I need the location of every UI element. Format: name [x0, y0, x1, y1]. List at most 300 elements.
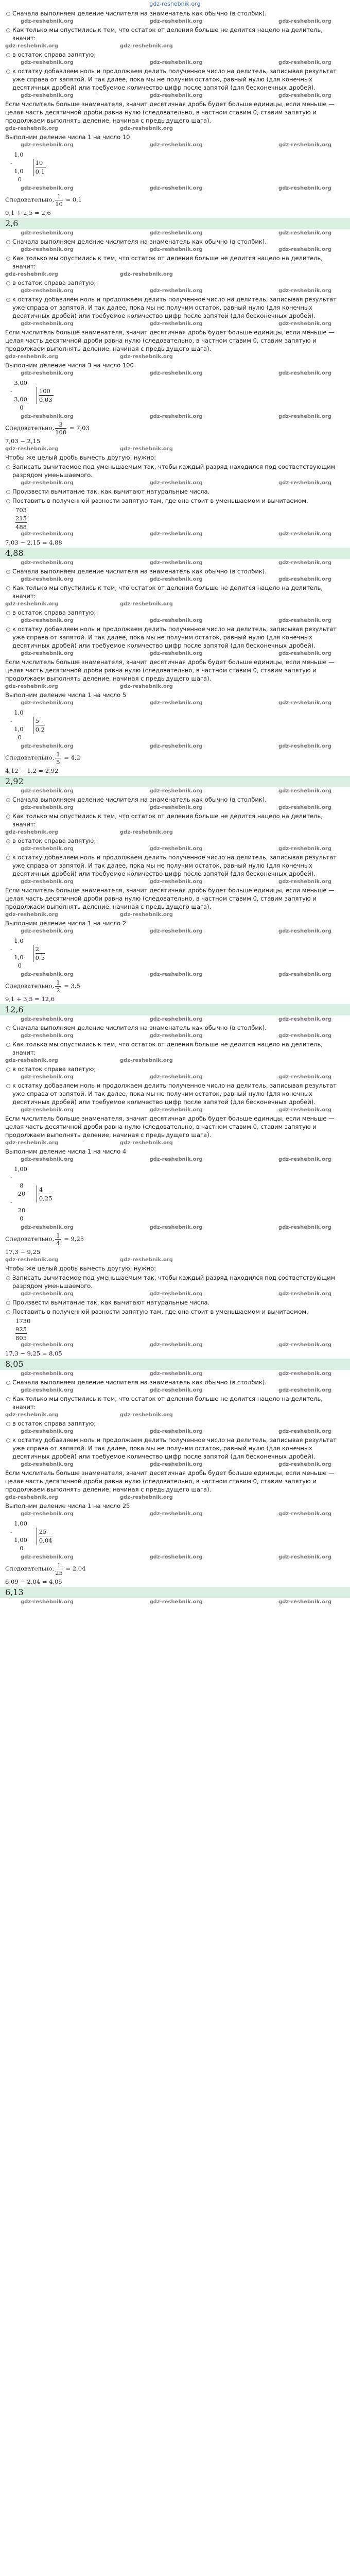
column-subtraction: [15, 506, 347, 531]
division-result: [37, 387, 54, 404]
step-bullet: в остаток справа запятую;: [5, 1419, 347, 1428]
solution-block: [5, 567, 347, 794]
solution-block: [5, 1024, 347, 1377]
watermark-text: gdz-reshebnik.org: [119, 354, 173, 360]
fraction: [55, 193, 63, 208]
watermark-text: gdz-reshebnik.org: [278, 560, 331, 566]
watermark-text: gdz-reshebnik.org: [5, 1140, 58, 1146]
watermark-row: [5, 370, 347, 377]
quotient: 0,5: [35, 954, 45, 961]
watermark-text: gdz-reshebnik.org: [149, 414, 203, 419]
step-bullet: Поставить в полученной разности запятую там, где она стоит в уменьшаемом и вычитаемом.: [5, 497, 347, 505]
result-label: Следовательно,: [5, 424, 55, 432]
division-result: [33, 159, 46, 176]
watermark-row: [5, 1291, 347, 1297]
watermark-row: [5, 601, 347, 607]
watermark-text: gdz-reshebnik.org: [278, 142, 331, 148]
watermark-text: gdz-reshebnik.org: [21, 1291, 74, 1297]
denominator: 10: [55, 200, 63, 208]
division-line: 3,00: [10, 379, 27, 386]
step-bullet: Как только мы опустились к тем, что остаток от деления больше не делится нацело на делитель, значит:: [5, 1040, 347, 1057]
watermark-row: [5, 1371, 347, 1377]
watermark-row: [5, 1342, 347, 1348]
watermark-row: [5, 272, 347, 278]
division-steps: [10, 1165, 27, 1223]
watermark-row: [5, 1412, 347, 1418]
watermark-text: gdz-reshebnik.org: [278, 1291, 331, 1297]
solution-block: [5, 238, 347, 566]
quotient: 0,1: [35, 167, 45, 175]
watermark-row: [5, 879, 347, 885]
step-bullet: Сначала выполняем деление числителя на знаменатель как обычно (в столбик).: [5, 795, 347, 804]
step-text: Если числитель больше знаменателя, значит десятичная дробь будет больше единицы, если меньше — целая часть десятичной дроби равна нулю (следовательно, в частном ставим 0, ставим запятую и продолжаем выполнять деление, начиная с предыдущего шага).: [5, 1469, 335, 1493]
watermark-text: gdz-reshebnik.org: [278, 879, 331, 885]
step-bullet: Записать вычитаемое под уменьшаемым так, чтобы каждый разряд находился под соответствующим разрядом уменьшаемого.: [5, 1274, 347, 1290]
subtraction-line: 925: [15, 1326, 27, 1333]
watermark-text: gdz-reshebnik.org: [278, 1371, 331, 1377]
watermark-text: gdz-reshebnik.org: [5, 1412, 58, 1418]
watermark-row: [5, 1257, 347, 1263]
watermark-text: gdz-reshebnik.org: [119, 601, 173, 607]
step-text: Если числитель больше знаменателя, значит десятичная дробь будет больше единицы, если меньше — целая часть десятичной дроби равна нулю (следовательно, в частном ставим 0, ставим запятую и продолжаем выполнять деление, начиная с предыдущего шага).: [5, 329, 335, 352]
watermark-text: gdz-reshebnik.org: [278, 1429, 331, 1434]
watermark-row: [5, 531, 347, 537]
fraction: [55, 421, 66, 436]
fraction: [55, 1562, 63, 1577]
watermark-text: gdz-reshebnik.org: [278, 1074, 331, 1080]
watermark-text: gdz-reshebnik.org: [21, 651, 74, 656]
watermark-text: gdz-reshebnik.org: [21, 1016, 74, 1022]
watermark-text: gdz-reshebnik.org: [278, 247, 331, 252]
long-division: [10, 1165, 347, 1223]
watermark-text: gdz-reshebnik.org: [149, 60, 203, 65]
watermark-row: [5, 1554, 347, 1561]
step-bullet: Как только мы опустились к тем, что остаток от деления больше не делится нацело на делитель, значит:: [5, 1395, 347, 1411]
equals-sign: =: [62, 754, 71, 761]
watermark-text: gdz-reshebnik.org: [149, 93, 203, 98]
division-line: -: [10, 945, 12, 953]
quotient: 0,03: [39, 396, 52, 403]
numerator: 1: [55, 1562, 63, 1569]
watermark-row: [5, 1225, 347, 1231]
division-steps: [10, 379, 27, 412]
long-division: [10, 379, 347, 412]
watermark-text: gdz-reshebnik.org: [149, 1107, 203, 1113]
watermark-row: [5, 142, 347, 148]
watermark-text: gdz-reshebnik.org: [119, 1495, 173, 1500]
watermark-row: [5, 1495, 347, 1501]
watermark-text: gdz-reshebnik.org: [21, 805, 74, 810]
watermark-text: gdz-reshebnik.org: [149, 288, 203, 294]
watermark-text: gdz-reshebnik.org: [119, 1412, 173, 1418]
watermark-text: gdz-reshebnik.org: [278, 700, 331, 706]
step-bullet: в остаток справа запятую;: [5, 837, 347, 845]
calculation: 6,09 − 2,04 = 4,05: [5, 1578, 62, 1585]
watermark-row: [5, 700, 347, 706]
watermark-row: [5, 829, 347, 836]
division-line: -: [10, 387, 12, 395]
step-bullet: в остаток справа запятую;: [5, 279, 347, 287]
watermark-row: [5, 1462, 347, 1468]
result-line: [5, 193, 347, 208]
watermark-row: [5, 972, 347, 978]
step-bullet: Как только мы опустились к тем, что остаток от деления больше не делится нацело на делитель, значит:: [5, 26, 347, 42]
watermark-text: gdz-reshebnik.org: [278, 1599, 331, 1605]
watermark-text: gdz-reshebnik.org: [278, 414, 331, 419]
watermark-row: [5, 846, 347, 852]
step-bullet: к остатку добавляем ноль и продолжаем делить полученное число на делитель, записывая результат уже справа от запятой. И так далее, пока мы не получим остаток, равный нулю (для конечных десятичных дробей) или требуемое количество цифр после запятой (для бесконечных дробей).: [5, 853, 347, 878]
watermark-text: gdz-reshebnik.org: [119, 684, 173, 689]
watermark-row: [5, 1140, 347, 1146]
step-text: Выполним деление числа 1 на число 25: [5, 1502, 130, 1510]
result-line: [5, 1562, 347, 1577]
division-line: 1,00: [10, 1165, 27, 1173]
watermark-text: gdz-reshebnik.org: [278, 1107, 331, 1113]
watermark-row: [5, 288, 347, 294]
watermark-text: gdz-reshebnik.org: [21, 1554, 74, 1560]
solution-block: [5, 1378, 347, 1605]
watermark-text: gdz-reshebnik.org: [21, 93, 74, 98]
step-bullet: Как только мы опустились к тем, что остаток от деления больше не делится нацело на делитель, значит:: [5, 584, 347, 600]
division-line: 1,00: [10, 1536, 27, 1544]
watermark-row: [5, 1511, 347, 1517]
answer-highlight: 6,13: [0, 1587, 350, 1598]
step-bullet: к остатку добавляем ноль и продолжаем делить полученное число на делитель, записывая результат уже справа от запятой. И так далее, пока мы не получим остаток, равный нулю (для конечных десятичных дробей) или требуемое количество цифр после запятой (для бесконечных дробей).: [5, 67, 347, 92]
division-steps: [10, 1519, 27, 1552]
calculation: 7,03 − 2,15: [5, 437, 41, 445]
subtraction-line: 215: [15, 515, 27, 522]
watermark-text: gdz-reshebnik.org: [149, 805, 203, 810]
watermark-text: gdz-reshebnik.org: [149, 618, 203, 623]
watermark-text: gdz-reshebnik.org: [5, 1058, 58, 1063]
watermark-row: [5, 414, 347, 420]
watermark-row: [5, 805, 347, 811]
watermark-text: gdz-reshebnik.org: [278, 1387, 331, 1393]
answer-highlight: 4,88: [0, 548, 350, 559]
division-line: 1,0: [10, 937, 24, 944]
watermark-text: gdz-reshebnik.org: [149, 700, 203, 706]
division-result: [37, 1528, 52, 1545]
division-steps: [10, 708, 24, 741]
watermark-text: gdz-reshebnik.org: [21, 414, 74, 419]
watermark-text: gdz-reshebnik.org: [119, 1257, 173, 1263]
watermark-row: [5, 19, 347, 25]
watermark-text: gdz-reshebnik.org: [21, 700, 74, 706]
calculation-result: 7,03 − 2,15 = 4,88: [5, 539, 62, 546]
watermark-text: gdz-reshebnik.org: [21, 972, 74, 977]
watermark-text: gdz-reshebnik.org: [149, 1599, 203, 1605]
denominator: 2: [56, 987, 60, 994]
step-bullet: Сначала выполняем деление числителя на знаменатель как обычно (в столбик).: [5, 567, 347, 575]
watermark-row: [5, 788, 347, 794]
step-text: Если числитель больше знаменателя, значит десятичная дробь будет больше единицы, если меньше — целая часть десятичной дроби равна нулю (следовательно, в частном ставим 0, ставим запятую и продолжаем выполнять деление, начиная с предыдущего шага).: [5, 100, 335, 124]
divisor: 100: [39, 387, 54, 396]
watermark-text: gdz-reshebnik.org: [119, 1140, 173, 1146]
watermark-text: gdz-reshebnik.org: [21, 60, 74, 65]
division-line: 1,0: [10, 954, 24, 961]
watermark-text: gdz-reshebnik.org: [21, 1225, 74, 1230]
watermark-text: gdz-reshebnik.org: [119, 446, 173, 452]
division-result: [33, 945, 45, 962]
subtraction-line: 488: [15, 523, 27, 531]
watermark-row: [5, 1033, 347, 1039]
fraction-value: 2,04: [72, 1565, 86, 1572]
watermark-text: gdz-reshebnik.org: [21, 560, 74, 566]
step-bullet: Как только мы опустились к тем, что остаток от деления больше не делится нацело на делитель, значит:: [5, 254, 347, 270]
step-bullet: Сначала выполняем деление числителя на знаменатель как обычно (в столбик).: [5, 9, 347, 18]
watermark-text: gdz-reshebnik.org: [21, 370, 74, 376]
watermark-text: gdz-reshebnik.org: [21, 928, 74, 934]
watermark-text: gdz-reshebnik.org: [149, 1157, 203, 1162]
division-line: -: [10, 717, 12, 724]
watermark-text: gdz-reshebnik.org: [149, 531, 203, 537]
watermark-text: gdz-reshebnik.org: [149, 1554, 203, 1560]
watermark-text: gdz-reshebnik.org: [149, 142, 203, 148]
watermark-text: gdz-reshebnik.org: [278, 1511, 331, 1517]
watermark-text: gdz-reshebnik.org: [21, 19, 74, 24]
watermark-text: gdz-reshebnik.org: [21, 142, 74, 148]
watermark-text: gdz-reshebnik.org: [149, 928, 203, 934]
watermark-text: gdz-reshebnik.org: [21, 230, 74, 236]
watermark-text: gdz-reshebnik.org: [278, 972, 331, 977]
watermark-row: [5, 743, 347, 750]
watermark-text: gdz-reshebnik.org: [21, 1599, 74, 1605]
watermark-row: [5, 446, 347, 452]
answer-highlight: 8,05: [0, 1359, 350, 1370]
divisor: 5: [36, 717, 45, 725]
divisor: 25: [39, 1528, 52, 1536]
watermark-text: gdz-reshebnik.org: [149, 1387, 203, 1393]
step-text: Чтобы же целый дробь вычесть другую, нужно:: [5, 454, 156, 461]
subtraction-line: 703: [15, 506, 27, 514]
denominator: 5: [56, 758, 60, 766]
solution-content: [0, 9, 350, 1605]
division-line: 1,0: [10, 725, 24, 733]
watermark-text: gdz-reshebnik.org: [278, 618, 331, 623]
watermark-row: [5, 230, 347, 236]
watermark-row: [5, 1107, 347, 1113]
subtraction-line: 805: [15, 1334, 27, 1342]
step-text: Выполним деление числа 1 на число 10: [5, 133, 130, 141]
watermark-row: [5, 93, 347, 99]
division-line: -: [10, 159, 12, 166]
watermark-text: gdz-reshebnik.org: [21, 1371, 74, 1377]
watermark-text: gdz-reshebnik.org: [5, 272, 58, 277]
result-label: Следовательно,: [5, 754, 55, 761]
fraction: [55, 979, 61, 994]
column-subtraction: [15, 1317, 347, 1342]
watermark-text: gdz-reshebnik.org: [21, 879, 74, 885]
fraction: [55, 751, 61, 766]
watermark-text: gdz-reshebnik.org: [21, 618, 74, 623]
division-line: 1,0: [10, 709, 24, 716]
watermark-row: [5, 651, 347, 657]
division-line: 0: [10, 734, 22, 741]
site-header[interactable]: gdz-reshebnik.org: [149, 1, 201, 7]
fraction-value: 4,2: [71, 754, 80, 761]
watermark-text: gdz-reshebnik.org: [21, 788, 74, 794]
watermark-text: gdz-reshebnik.org: [119, 43, 173, 49]
division-line: -: [10, 1174, 12, 1181]
step-bullet: в остаток справа запятую;: [5, 1065, 347, 1073]
watermark-text: gdz-reshebnik.org: [149, 1074, 203, 1080]
quotient: 0,2: [35, 725, 45, 733]
watermark-text: gdz-reshebnik.org: [278, 531, 331, 537]
step-bullet: к остатку добавляем ноль и продолжаем делить полученное число на делитель, записывая результат уже справа от запятой. И так далее, пока мы не получим остаток, равный нулю (для конечных десятичных дробей) или требуемое количество цифр после запятой (для бесконечных дробей).: [5, 1081, 347, 1106]
subtraction-line: 1730: [15, 1317, 31, 1325]
watermark-text: gdz-reshebnik.org: [278, 1342, 331, 1348]
watermark-row: [5, 560, 347, 566]
watermark-row: [5, 1058, 347, 1064]
watermark-text: gdz-reshebnik.org: [149, 370, 203, 376]
answer-highlight: 2,6: [0, 218, 350, 229]
watermark-row: [5, 60, 347, 66]
step-bullet: Сначала выполняем деление числителя на знаменатель как обычно (в столбик).: [5, 1024, 347, 1032]
watermark-row: [5, 1599, 347, 1605]
watermark-text: gdz-reshebnik.org: [278, 805, 331, 810]
watermark-text: gdz-reshebnik.org: [278, 1157, 331, 1162]
result-line: [5, 1232, 347, 1247]
watermark-text: gdz-reshebnik.org: [149, 560, 203, 566]
step-text: Выполним деление числа 3 на число 100: [5, 362, 134, 369]
watermark-text: gdz-reshebnik.org: [21, 1107, 74, 1113]
divisor: 2: [36, 945, 45, 954]
division-line: 1,0: [10, 151, 24, 158]
watermark-row: [5, 1387, 347, 1394]
result-label: Следовательно,: [5, 1235, 55, 1243]
fraction-value: 9,25: [71, 1235, 84, 1243]
calculation: 0,1 + 2,5 = 2,6: [5, 209, 51, 216]
watermark-text: gdz-reshebnik.org: [278, 93, 331, 98]
watermark-text: gdz-reshebnik.org: [5, 446, 58, 452]
watermark-text: gdz-reshebnik.org: [21, 1387, 74, 1393]
numerator: 1: [56, 751, 60, 758]
watermark-text: gdz-reshebnik.org: [21, 321, 74, 327]
step-text: Выполним деление числа 1 на число 5: [5, 691, 127, 699]
watermark-text: gdz-reshebnik.org: [149, 879, 203, 885]
watermark-row: [5, 480, 347, 486]
watermark-text: gdz-reshebnik.org: [149, 1225, 203, 1230]
watermark-row: [5, 43, 347, 49]
watermark-row: [5, 1157, 347, 1163]
watermark-text: gdz-reshebnik.org: [149, 788, 203, 794]
result-label: Следовательно,: [5, 1565, 55, 1572]
divisor: 4: [39, 1185, 52, 1194]
watermark-row: [5, 354, 347, 360]
watermark-text: gdz-reshebnik.org: [149, 1511, 203, 1517]
step-bullet: Поставить в полученной разности запятую там, где она стоит в уменьшаемом и вычитаемом.: [5, 1308, 347, 1316]
step-bullet: Как только мы опустились к тем, что остаток от деления больше не делится нацело на делитель, значит:: [5, 812, 347, 828]
division-line: -: [10, 1198, 12, 1206]
step-bullet: к остатку добавляем ноль и продолжаем делить полученное число на делитель, записывая результат уже справа от запятой. И так далее, пока мы не получим остаток, равный нулю (для конечных десятичных дробей) или требуемое количество цифр после запятой (для бесконечных дробей).: [5, 1436, 347, 1461]
watermark-text: gdz-reshebnik.org: [5, 1495, 58, 1500]
watermark-text: gdz-reshebnik.org: [5, 912, 58, 918]
equals-sign: =: [63, 196, 73, 204]
watermark-row: [5, 247, 347, 253]
fraction-value: 3,5: [71, 982, 80, 990]
equals-sign: =: [67, 424, 77, 432]
step-bullet: в остаток справа запятую;: [5, 50, 347, 59]
watermark-text: gdz-reshebnik.org: [21, 1429, 74, 1434]
watermark-text: gdz-reshebnik.org: [278, 480, 331, 486]
division-result: [33, 717, 45, 734]
fraction-value: 0,1: [72, 196, 82, 204]
step-text: Чтобы же целый дробь вычесть другую, нужно:: [5, 1265, 156, 1272]
watermark-row: [5, 1429, 347, 1435]
watermark-text: gdz-reshebnik.org: [149, 1291, 203, 1297]
numerator: 1: [56, 979, 60, 986]
long-division: [10, 1519, 347, 1552]
watermark-text: gdz-reshebnik.org: [119, 912, 173, 918]
step-bullet: в остаток справа запятую;: [5, 608, 347, 617]
numerator: 1: [56, 1232, 60, 1239]
watermark-row: [5, 928, 347, 935]
solution-block: [5, 9, 347, 236]
division-line: 1,00: [10, 1520, 27, 1527]
calculation: 4,12 − 1,2 = 2,92: [5, 767, 59, 774]
watermark-text: gdz-reshebnik.org: [278, 321, 331, 327]
watermark-text: gdz-reshebnik.org: [278, 1225, 331, 1230]
division-line: -: [10, 1528, 12, 1535]
numerator: 3: [55, 421, 66, 429]
division-line: 3,00: [10, 396, 27, 403]
watermark-text: gdz-reshebnik.org: [21, 1342, 74, 1348]
solution-block: [5, 795, 347, 1023]
watermark-text: gdz-reshebnik.org: [149, 1016, 203, 1022]
answer-highlight: 12,6: [0, 1004, 350, 1015]
division-line: 0: [10, 962, 22, 969]
quotient: 0,04: [39, 1536, 52, 1544]
long-division: [10, 937, 347, 970]
step-bullet: к остатку добавляем ноль и продолжаем делить полученное число на делитель, записывая результат уже справа от запятой. И так далее, пока мы не получим остаток, равный нулю (для конечных десятичных дробей) или требуемое количество цифр после запятой (для бесконечных дробей).: [5, 295, 347, 320]
step-text: Если числитель больше знаменателя, значит десятичная дробь будет больше единицы, если меньше — целая часть десятичной дроби равна нулю (следовательно, в частном ставим 0, ставим запятую и продолжаем выполнять деление, начиная с предыдущего шага).: [5, 658, 335, 682]
watermark-text: gdz-reshebnik.org: [149, 480, 203, 486]
division-line: 0: [10, 404, 24, 411]
watermark-row: [5, 618, 347, 624]
division-line: 0: [10, 1215, 24, 1222]
watermark-text: gdz-reshebnik.org: [21, 288, 74, 294]
equals-sign: =: [62, 1235, 71, 1243]
step-bullet: к остатку добавляем ноль и продолжаем делить полученное число на делитель, записывая результат уже справа от запятой. И так далее, пока мы не получим остаток, равный нулю (для конечных десятичных дробей) или требуемое количество цифр после запятой (для бесконечных дробей).: [5, 625, 347, 650]
watermark-text: gdz-reshebnik.org: [149, 1462, 203, 1467]
watermark-text: gdz-reshebnik.org: [278, 743, 331, 749]
watermark-text: gdz-reshebnik.org: [278, 928, 331, 934]
watermark-row: [5, 1074, 347, 1080]
long-division: [10, 150, 347, 183]
quotient: 0,25: [39, 1194, 52, 1202]
watermark-text: gdz-reshebnik.org: [149, 19, 203, 24]
result-line: [5, 421, 347, 436]
step-text: Если числитель больше знаменателя, значит десятичная дробь будет больше единицы, если меньше — целая часть десятичной дроби равна нулю (следовательно, в частном ставим 0, ставим запятую и продолжаем выполнять деление, начиная с предыдущего шага).: [5, 887, 335, 910]
step-bullet: Записать вычитаемое под уменьшаемым так, чтобы каждый разряд находился под соответствующим разрядом уменьшаемого.: [5, 463, 347, 479]
result-line: [5, 979, 347, 994]
division-line: 0: [10, 176, 22, 183]
division-line: 8: [10, 1182, 24, 1189]
watermark-text: gdz-reshebnik.org: [21, 247, 74, 252]
watermark-text: gdz-reshebnik.org: [21, 480, 74, 486]
division-line: 20: [10, 1207, 26, 1214]
watermark-text: gdz-reshebnik.org: [278, 1033, 331, 1039]
watermark-row: [5, 126, 347, 132]
watermark-text: gdz-reshebnik.org: [5, 829, 58, 835]
watermark-row: [5, 912, 347, 918]
watermark-text: gdz-reshebnik.org: [278, 1554, 331, 1560]
watermark-text: gdz-reshebnik.org: [149, 1429, 203, 1434]
watermark-text: gdz-reshebnik.org: [149, 185, 203, 191]
watermark-text: gdz-reshebnik.org: [278, 846, 331, 852]
watermark-text: gdz-reshebnik.org: [149, 247, 203, 252]
watermark-row: [5, 321, 347, 327]
